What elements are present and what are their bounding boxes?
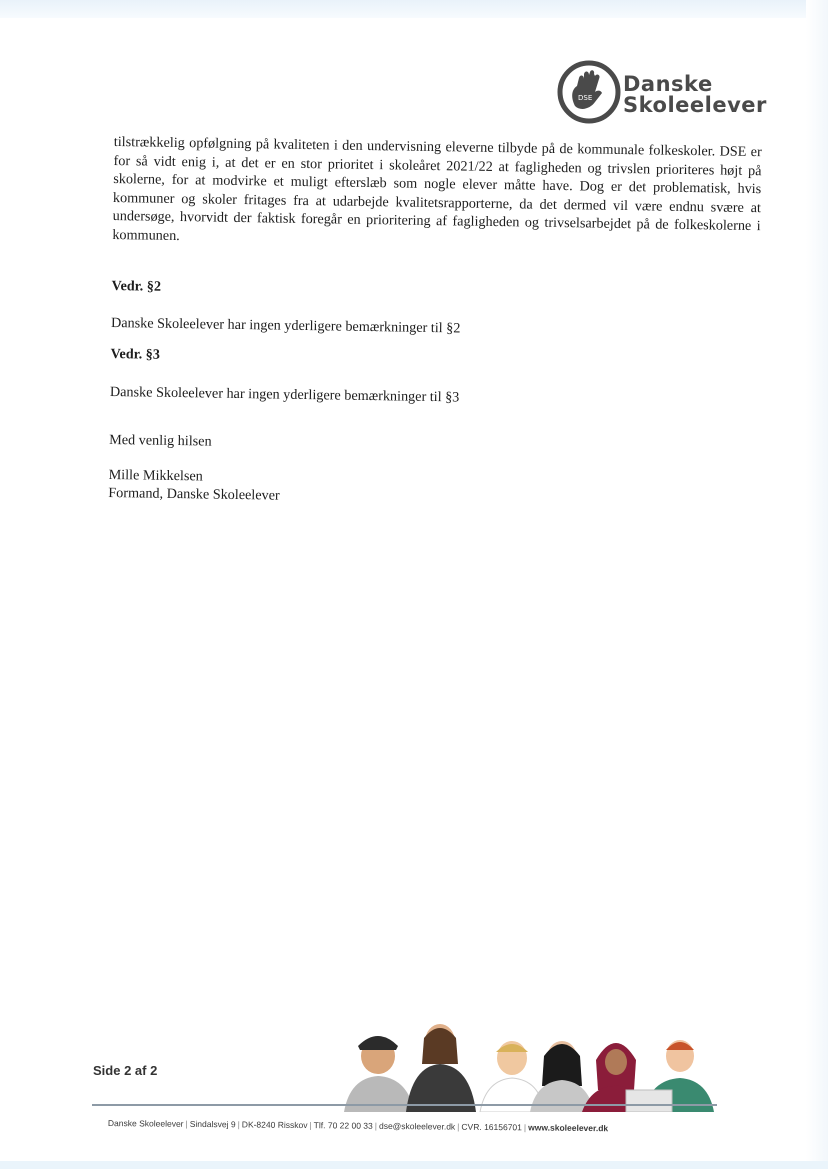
page-number: Side 2 af 2 [93,1063,158,1078]
scan-edge-bottom [0,1161,828,1169]
logo-line-2: Skoleelever [623,93,767,117]
student-4 [530,1041,594,1112]
student-2 [406,1024,476,1112]
footer-separator: | [237,1119,240,1130]
section-2-heading: Vedr. §2 [111,277,162,295]
section-3-heading: Vedr. §3 [110,345,161,363]
closing-greeting: Med venlig hilsen [109,431,212,450]
students-photo [330,1020,715,1112]
footer-street: Sindalsvej 9 [189,1118,236,1130]
footer-cvr: CVR. 16156701 [461,1121,522,1133]
footer-org: Danske Skoleelever [107,1118,184,1129]
footer-email[interactable]: dse@skoleelever.dk [378,1120,456,1132]
logo-wordmark [623,74,767,116]
student-1 [344,1036,414,1112]
footer-address [108,1118,708,1134]
section-3-text: Danske Skoleelever har ingen yderligere bemærkninger til §3 [109,383,460,405]
laptop [626,1090,672,1112]
logo-line-1: Danske [623,72,713,96]
footer-city: DK-8240 Risskov [241,1119,308,1131]
footer-separator: | [374,1120,378,1131]
footer-phone: Tlf. 70 22 00 33 [313,1120,373,1131]
footer-separator: | [185,1118,188,1129]
scan-edge-right [806,0,828,1169]
signer-name: Mille Mikkelsen [108,466,203,484]
organization-logo [557,60,767,126]
signer-title: Formand, Danske Skoleelever [108,484,280,504]
hand-logo-icon [557,60,621,124]
footer-separator: | [523,1122,527,1133]
footer-separator: | [309,1120,312,1131]
intro-paragraph: tilstrækkelig opfølgning på kvaliteten i den undervisning eleverne tilbyde på de kommunale folkeskoler. DSE er for så vidt enig i, at det er en stor prioritet i skoleåret 2021/22 at fagligheden og trivslen prioriteres højt på skolerne, for at modvirke et muligt efterslæb som nogle elever måtte have. Dog er det problematisk, hvis kommuner og skoler fritages fra at udarbejde kvalitetsrapporterne, da det dermed vil være endnu svære at undersøge, hvorvidt der faktisk foregår en prioritering af fagligheden og trivselsarbejdet på de folkeskolerne i kommunen. [112,133,762,244]
scan-edge-top [0,0,828,18]
footer-website-link[interactable]: www.skoleelever.dk [528,1122,609,1134]
footer-separator: | [457,1121,460,1132]
footer-rule [92,1104,717,1106]
section-2-text: Danske Skoleelever har ingen yderligere bemærkninger til §2 [110,314,461,336]
letter-body [108,133,762,513]
svg-text:DSE: DSE [578,94,593,102]
